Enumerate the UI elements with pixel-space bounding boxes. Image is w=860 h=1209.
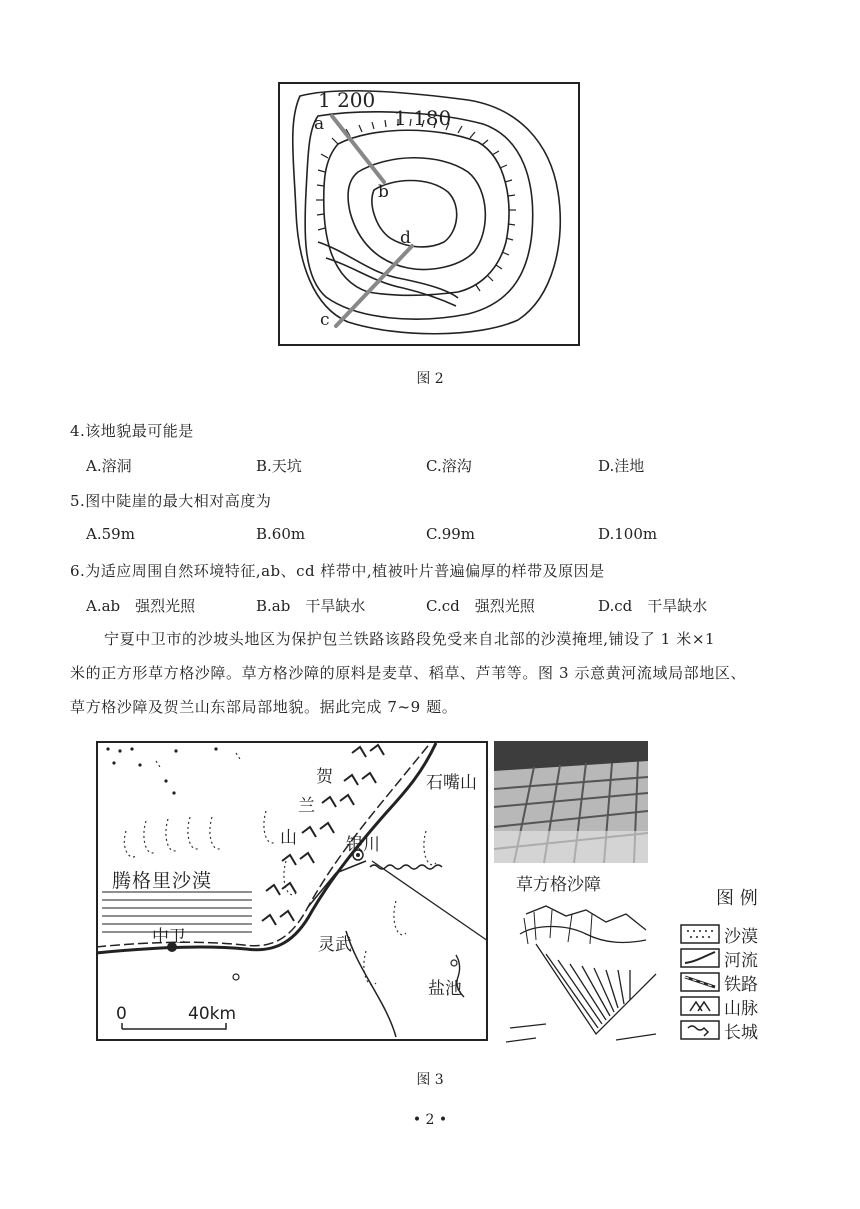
q4-option-c: C.溶沟 xyxy=(426,457,472,475)
q5-option-c: C.99m xyxy=(426,525,476,543)
label-yanchi: 盐池 xyxy=(428,979,462,999)
q6-option-c: C.cd 强烈光照 xyxy=(426,597,535,615)
legend-railway-symbol xyxy=(680,972,720,996)
river-branch xyxy=(346,931,396,1037)
q4-option-d: D.洼地 xyxy=(598,457,645,475)
scale-zero: 0 xyxy=(116,1004,127,1024)
cliff-line xyxy=(324,130,509,295)
point-label-a: a xyxy=(314,114,325,134)
transect-cd xyxy=(336,246,412,326)
q6-option-a: A.ab 强烈光照 xyxy=(86,597,196,615)
passage-line-1: 宁夏中卫市的沙坡头地区为保护包兰铁路该路段免受来自北部的沙漠掩埋,铺设了 1 米×1 xyxy=(104,630,716,648)
legend-river-symbol xyxy=(680,948,720,972)
legend-mountain-symbol xyxy=(680,996,720,1020)
q6-option-d: D.cd 干旱缺水 xyxy=(598,597,708,615)
question-4-stem: 4.该地貌最可能是 xyxy=(70,422,194,440)
point-label-d: d xyxy=(400,228,411,248)
label-lingwu: 灵武 xyxy=(318,935,352,955)
contour-label-1180: 1 180 xyxy=(394,106,452,130)
legend-mountain-label: 山脉 xyxy=(724,999,758,1019)
railway-branch xyxy=(308,861,366,907)
legend-greatwall-symbol xyxy=(680,1020,720,1044)
inset-pointer xyxy=(372,861,488,941)
contour-label-1200: 1 200 xyxy=(318,88,376,112)
label-tengger: 腾格里沙漠 xyxy=(112,870,213,892)
question-5-stem: 5.图中陡崖的最大相对高度为 xyxy=(70,492,272,510)
contour-line xyxy=(348,158,485,270)
q4-option-a: A.溶洞 xyxy=(86,457,132,475)
q4-option-b: B.天坑 xyxy=(256,457,302,475)
figure-3-caption: 图 3 xyxy=(416,1072,444,1088)
contour-line xyxy=(326,258,456,306)
point-label-b: b xyxy=(378,182,389,202)
passage-line-2: 米的正方形草方格沙障。草方格沙障的原料是麦草、稻草、芦苇等。图 3 示意黄河流域局部地区、 xyxy=(70,664,747,682)
sand-barrier-photo xyxy=(494,741,648,863)
helan-landform-sketch xyxy=(506,904,666,1048)
question-6-stem: 6.为适应周围自然环境特征,ab、cd 样带中,植被叶片普遍偏厚的样带及原因是 xyxy=(70,562,605,580)
yellow-river xyxy=(96,743,436,953)
scale-label: 40km xyxy=(188,1004,237,1024)
q5-option-a: A.59m xyxy=(86,525,135,543)
passage-line-3: 草方格沙障及贺兰山东部局部地貌。据此完成 7~9 题。 xyxy=(70,698,458,716)
label-zhongwei: 中卫 xyxy=(152,927,186,947)
legend xyxy=(680,920,780,1060)
legend-desert-label: 沙漠 xyxy=(724,927,758,947)
page-number: • 2 • xyxy=(412,1112,448,1128)
label-he: 贺 xyxy=(316,767,333,787)
legend-railway-label: 铁路 xyxy=(724,975,758,995)
q5-option-b: B.60m xyxy=(256,525,306,543)
legend-title: 图 例 xyxy=(716,888,758,909)
label-yinchuan: 银川 xyxy=(346,835,380,855)
town-dot xyxy=(233,974,239,980)
legend-river-label: 河流 xyxy=(724,951,758,971)
label-lan: 兰 xyxy=(298,796,315,816)
legend-greatwall-label: 长城 xyxy=(724,1023,758,1043)
point-label-c: c xyxy=(320,310,330,330)
yanchi-dot xyxy=(451,960,457,966)
legend-desert-symbol xyxy=(680,924,720,948)
q6-option-b: B.ab 干旱缺水 xyxy=(256,597,366,615)
q5-option-d: D.100m xyxy=(598,525,658,543)
figure-2-caption: 图 2 xyxy=(416,371,444,387)
label-shizuishan: 石嘴山 xyxy=(426,773,477,793)
label-shan: 山 xyxy=(280,828,297,848)
photo-caption: 草方格沙障 xyxy=(516,875,601,895)
